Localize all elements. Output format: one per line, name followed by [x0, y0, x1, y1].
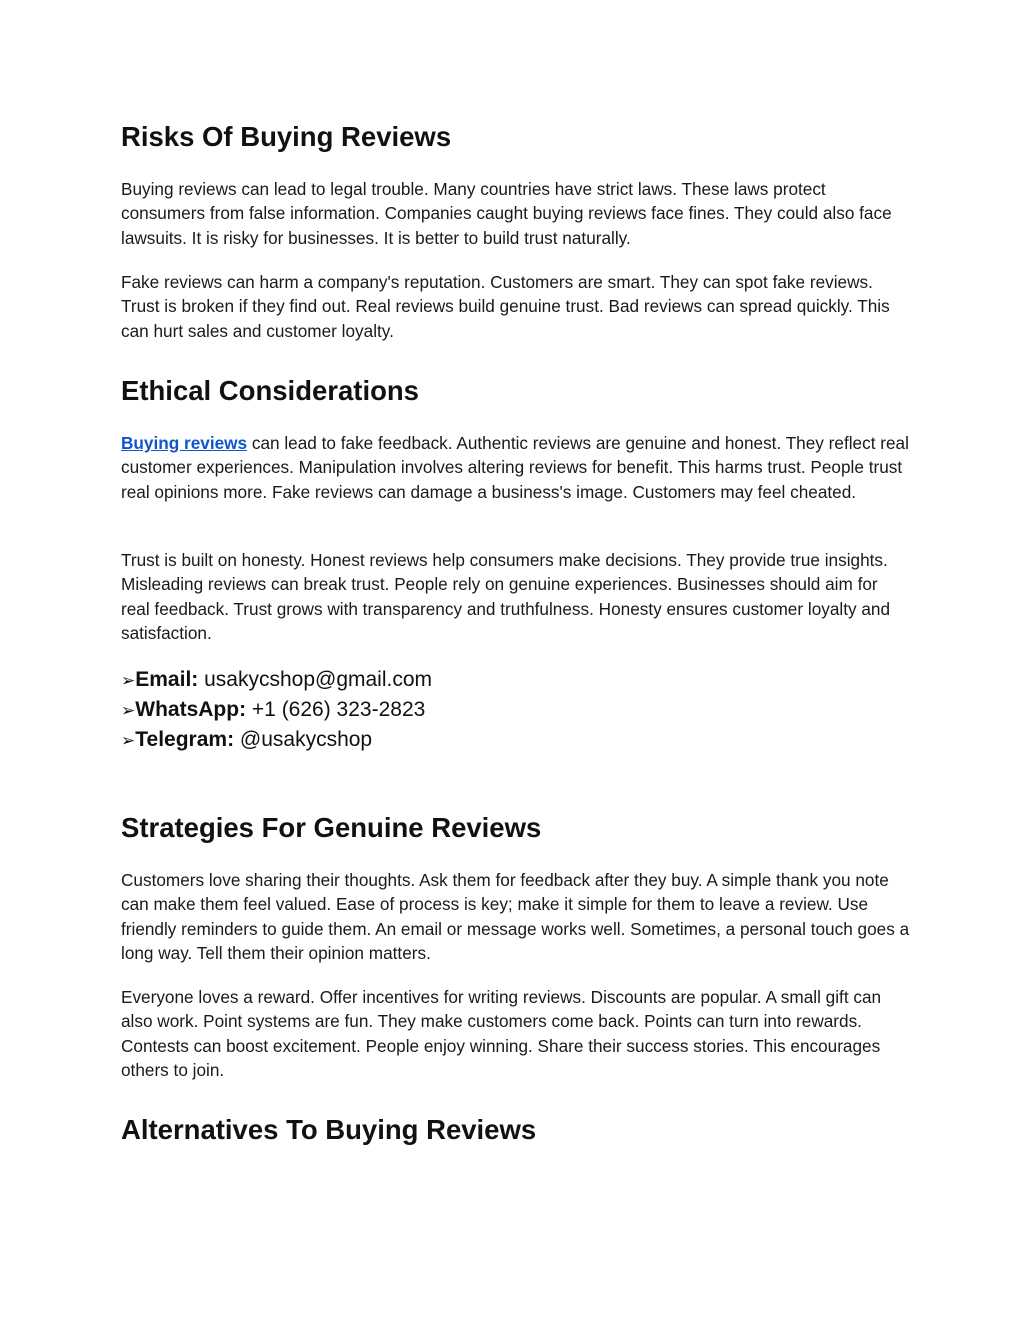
heading-risks: Risks Of Buying Reviews [121, 121, 452, 152]
telegram-label: Telegram: [135, 728, 235, 751]
buying-reviews-link[interactable]: Buying reviews [121, 433, 248, 453]
arrow-bullet-icon: ➢ [121, 701, 136, 720]
contact-whatsapp [121, 695, 425, 726]
whatsapp-label: WhatsApp: [135, 698, 247, 721]
arrow-bullet-icon: ➢ [121, 671, 136, 690]
arrow-bullet-icon: ➢ [121, 731, 136, 750]
telegram-value: @usakycshop [234, 728, 373, 751]
paragraph-ethical-feedback [121, 431, 911, 504]
whatsapp-value: +1 (626) 323-2823 [246, 698, 426, 721]
paragraph-ethical-feedback-text: can lead to fake feedback. Authentic reviews are genuine and honest. They reflect real customer experiences. Manipulation involves altering reviews for benefit. This harms trust. People trust real opinions more. Fake reviews can damage a business's image. Customers may feel cheated. [121, 433, 909, 502]
paragraph-risks-reputation: Fake reviews can harm a company's reputation. Customers are smart. They can spot fake reviews. Trust is broken if they find out. Real reviews build genuine trust. Bad reviews can spread quickly. This can hurt sales and customer loyalty. [121, 272, 890, 341]
paragraph-risks-legal: Buying reviews can lead to legal trouble. Many countries have strict laws. These laws protect consumers from false information. Companies caught buying reviews face fines. They could also face lawsuits. It is risky for businesses. It is better to build trust naturally. [121, 179, 892, 248]
paragraph-strategies-feedback: Customers love sharing their thoughts. Ask them for feedback after they buy. A simple thank you note can make them feel valued. Ease of process is key; make it simple for them to leave a review. Use friendly reminders to guide them. An email or message works well. Sometimes, a personal touch goes a long way. Tell them their opinion matters. [121, 870, 910, 963]
email-value: usakycshop@gmail.com [198, 668, 433, 691]
heading-alternatives: Alternatives To Buying Reviews [121, 1114, 537, 1145]
heading-ethical: Ethical Considerations [121, 375, 419, 406]
paragraph-strategies-reward: Everyone loves a reward. Offer incentives for writing reviews. Discounts are popular. A small gift can also work. Point systems are fun. They make customers come back. Points can turn into rewards. Contests can boost excitement. People enjoy winning. Share their success stories. This encourages others to join. [121, 987, 882, 1080]
contact-email [121, 665, 432, 696]
heading-strategies: Strategies For Genuine Reviews [121, 812, 542, 843]
email-label: Email: [135, 668, 199, 691]
paragraph-ethical-trust: Trust is built on honesty. Honest reviews help consumers make decisions. They provide true insights. Misleading reviews can break trust. People rely on genuine experiences. Businesses should aim for real feedback. Trust grows with transparency and truthfulness. Honesty ensures customer loyalty and satisfaction. [121, 550, 891, 643]
contact-telegram [121, 725, 372, 756]
